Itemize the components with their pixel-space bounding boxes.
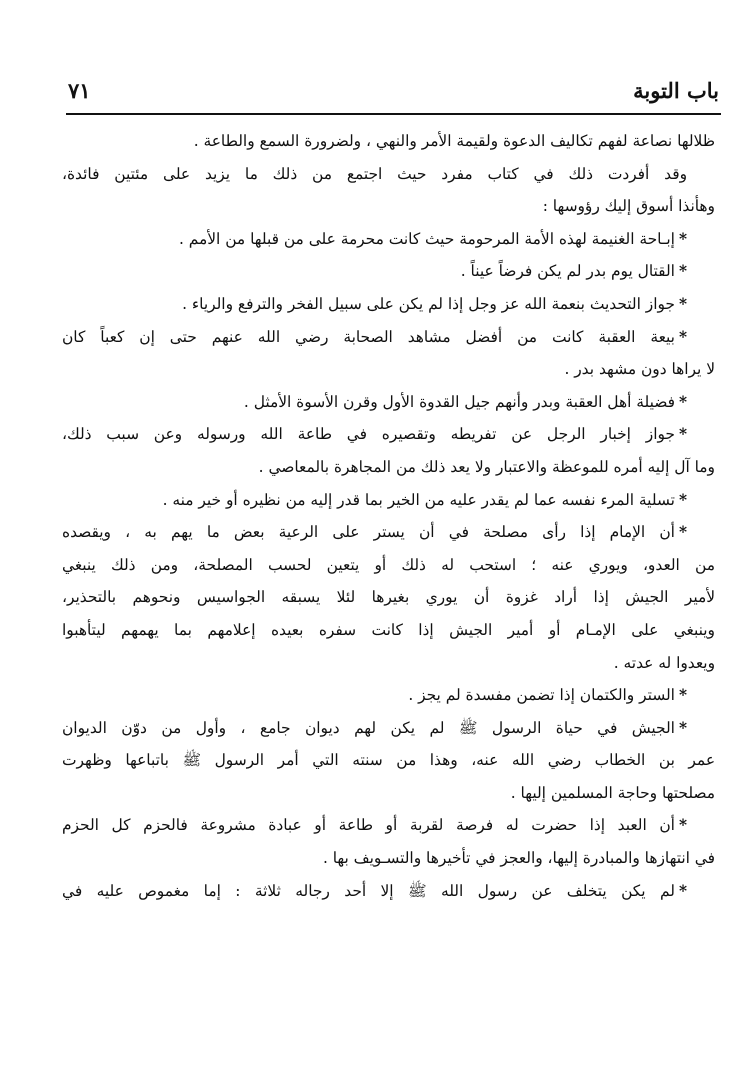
line-text: من العدو، ويوري عنه ؛ استحب له ذلك أو يتعين لحسب المصلحة، ومن ذلك ينبغي — [62, 555, 715, 574]
text-line — [62, 581, 715, 614]
line-text: القتال يوم بدر لم يكن فرضاً عيناً . — [460, 262, 675, 281]
text-line — [62, 255, 715, 288]
line-text: وهأنذا أسوق إليك رؤوسها : — [542, 197, 715, 216]
text-line — [62, 386, 715, 419]
line-text: مصلحتها وحاجة المسلمين إليها . — [510, 783, 715, 802]
line-text: جواز إخبار الرجل عن تفريطه وتقصيره في طاعة الله ورسوله وعن سبب ذلك، — [62, 425, 675, 444]
text-line — [62, 418, 715, 451]
line-text: الجيش في حياة الرسول ﷺ لم يكن لهم ديوان جامع ، وأول من دوّن الديوان — [62, 718, 675, 737]
body-text — [62, 125, 715, 907]
header-rule — [66, 113, 721, 115]
bullet-marker: * — [678, 294, 687, 313]
bullet-marker: * — [678, 262, 687, 281]
text-line — [62, 842, 715, 875]
line-text: لم يكن يتخلف عن رسول الله ﷺ إلا أحد رجاله ثلاثة : إما مغموص عليه في — [62, 881, 675, 900]
text-line — [62, 125, 715, 158]
line-text: وما آل إليه أمره للموعظة والاعتبار ولا يعد ذلك من المجاهرة بالمعاصي . — [258, 457, 715, 476]
bullet-marker: * — [678, 425, 687, 444]
bullet-marker: * — [678, 523, 687, 542]
text-line — [62, 451, 715, 484]
text-line — [62, 809, 715, 842]
bullet-marker: * — [678, 229, 687, 248]
bullet-marker: * — [678, 490, 687, 509]
text-line — [62, 744, 715, 777]
page-header — [68, 72, 719, 108]
bullet-marker: * — [678, 327, 687, 346]
line-text: أن الإمام إذا رأى مصلحة في أن يستر على الرعية بعض ما يهم به ، ويقصده — [62, 523, 675, 542]
line-text: وقد أفردت ذلك في كتاب مفرد حيث اجتمع من ذلك ما يزيد على مئتين فائدة، — [62, 164, 687, 183]
line-text: لا يراها دون مشهد بدر . — [564, 360, 715, 379]
text-line — [62, 223, 715, 256]
line-text: بيعة العقبة كانت من أفضل مشاهد الصحابة رضي الله عنهم حتى إن كعباً كان — [62, 327, 675, 346]
line-text: جواز التحديث بنعمة الله عز وجل إذا لم يكن على سبيل الفخر والترفع والرياء . — [182, 294, 675, 313]
text-line — [62, 484, 715, 517]
bullet-marker: * — [678, 392, 687, 411]
line-text: وينبغي على الإمـام أو أمير الجيش إذا كانت سفره بعيده إعلامهم بما يهمهم ليتأهبوا — [62, 620, 715, 639]
text-line — [62, 321, 715, 354]
bullet-marker: * — [678, 686, 687, 705]
text-line — [62, 288, 715, 321]
bullet-marker: * — [678, 718, 687, 737]
line-text: أن العبد إذا حضرت له فرصة لقربة أو طاعة أو عبادة مشروعة فالحزم كل الحزم — [62, 816, 675, 835]
line-text: ويعدوا له عدته . — [613, 653, 715, 672]
text-line — [62, 712, 715, 745]
text-line — [62, 190, 715, 223]
text-line — [62, 777, 715, 810]
line-text: لأمير الجيش إذا أراد غزوة أن يوري بغيرها لئلا يسبقه الجواسيس ونحوهم بالتحذير، — [62, 588, 715, 607]
bullet-marker: * — [678, 881, 687, 900]
line-text: إبـاحة الغنيمة لهذه الأمة المرحومة حيث كانت محرمة على من قبلها من الأمم . — [179, 229, 675, 248]
line-text: في انتهازها والمبادرة إليها، والعجز في تأخيرها والتسـويف بها . — [322, 849, 715, 868]
page-number: ٧١ — [68, 78, 91, 103]
text-line — [62, 614, 715, 647]
text-line — [62, 549, 715, 582]
text-line — [62, 158, 715, 191]
bullet-marker: * — [678, 816, 687, 835]
line-text: تسلية المرء نفسه عما لم يقدر عليه من الخير بما قدر إليه من نظيره أو خير منه . — [162, 490, 675, 509]
line-text: ظلالها نصاعة لفهم تكاليف الدعوة ولقيمة الأمر والنهي ، ولضرورة السمع والطاعة . — [193, 132, 715, 150]
line-text: الستر والكتمان إذا تضمن مفسدة لم يجز . — [408, 686, 675, 705]
text-line — [62, 647, 715, 680]
text-line — [62, 679, 715, 712]
text-line — [62, 875, 715, 908]
line-text: فضيلة أهل العقبة وبدر وأنهم جيل القدوة الأول وقرن الأسوة الأمثل . — [243, 392, 675, 411]
text-line — [62, 516, 715, 549]
text-line — [62, 353, 715, 386]
line-text: عمر بن الخطاب رضي الله عنه، وهذا من سنته التي أمر الرسول ﷺ باتباعها وظهرت — [62, 751, 715, 770]
chapter-title: باب التوبة — [633, 78, 719, 103]
